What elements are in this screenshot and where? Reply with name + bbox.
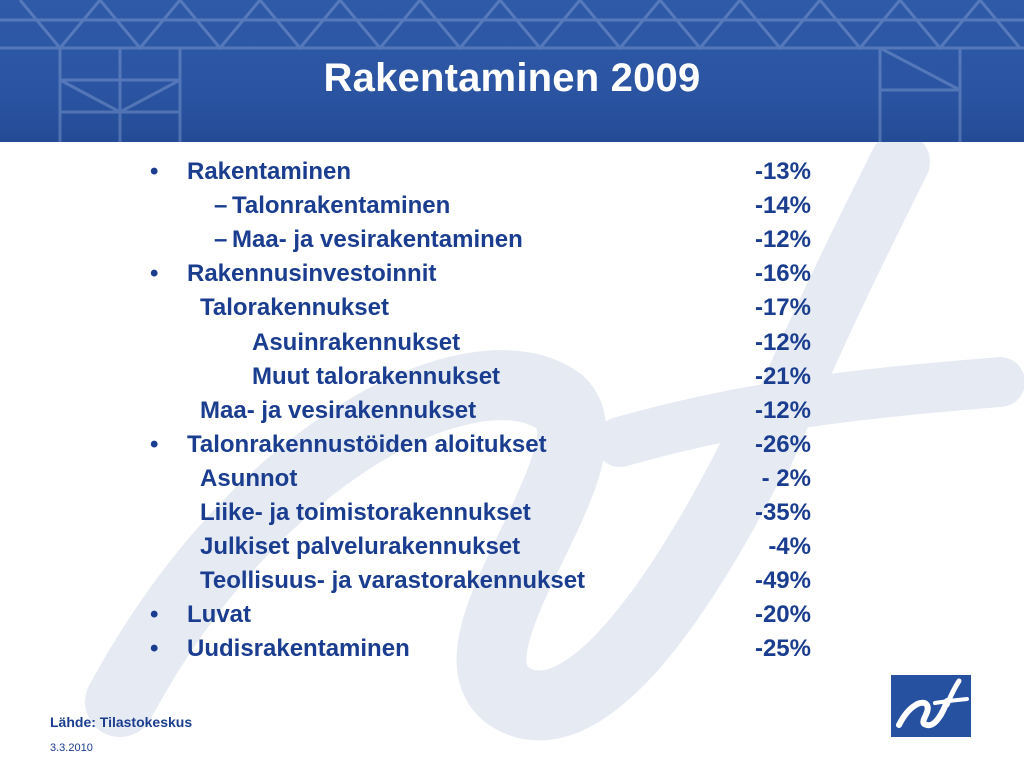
item-label: Uudisrakentaminen: [187, 635, 410, 663]
list-item: [0, 394, 1024, 428]
item-value: -26%: [754, 430, 811, 458]
item-value: -12%: [754, 328, 811, 356]
list-item: [0, 189, 1024, 223]
dash-icon: –: [214, 226, 228, 254]
list-item: [0, 360, 1024, 394]
item-label: Teollisuus- ja varastorakennukset: [200, 567, 586, 595]
list-item: [0, 291, 1024, 325]
item-value: -16%: [754, 260, 811, 288]
slide-date: 3.3.2010: [50, 742, 93, 754]
item-label: Talonrakennustöiden aloitukset: [187, 430, 547, 458]
item-value: -12%: [754, 396, 811, 424]
list-item: [0, 598, 1024, 632]
bullet-icon: •: [150, 260, 159, 288]
item-label: Talorakennukset: [200, 294, 389, 322]
bullet-icon: •: [150, 158, 159, 185]
item-label: Luvat: [187, 601, 252, 629]
item-label: Asunnot: [200, 464, 298, 492]
item-value: -13%: [754, 158, 811, 185]
item-label: Maa- ja vesirakentaminen: [232, 226, 523, 254]
source-note: Lähde: Tilastokeskus: [50, 714, 193, 730]
bullet-icon: •: [150, 635, 159, 663]
list-item: [0, 632, 1024, 666]
item-value: -20%: [754, 601, 811, 629]
item-value: -12%: [754, 226, 811, 254]
bullet-icon: •: [150, 601, 159, 629]
list-item: [0, 223, 1024, 257]
item-value: -17%: [754, 294, 811, 322]
list-item: [0, 428, 1024, 462]
item-label: Rakennusinvestoinnit: [187, 260, 437, 288]
dash-icon: –: [214, 192, 228, 220]
item-label: Maa- ja vesirakennukset: [200, 396, 477, 424]
item-label: Muut talorakennukset: [252, 362, 501, 390]
list-item: [0, 462, 1024, 496]
item-value: -4%: [768, 533, 811, 561]
bullet-icon: •: [150, 430, 159, 458]
list-item: [0, 257, 1024, 291]
item-label: Rakentaminen: [187, 158, 352, 185]
item-value: -25%: [754, 635, 811, 663]
item-label: Julkiset palvelurakennukset: [200, 533, 521, 561]
rt-logo-icon: [891, 675, 971, 737]
list-item: [0, 496, 1024, 530]
title-banner: [0, 0, 1024, 142]
item-value: -35%: [754, 499, 811, 526]
item-label: Liike- ja toimistorakennukset: [200, 499, 531, 526]
item-value: -21%: [754, 362, 811, 390]
item-label: Asuinrakennukset: [252, 328, 461, 356]
item-value: -49%: [754, 567, 811, 595]
item-label: Talonrakentaminen: [232, 192, 451, 220]
list-item: [0, 564, 1024, 598]
list-item: [0, 155, 1024, 189]
page-title: Rakentaminen 2009: [323, 56, 701, 100]
item-value: -14%: [754, 192, 811, 220]
list-item: [0, 530, 1024, 564]
item-value: - 2%: [761, 464, 811, 492]
list-item: [0, 326, 1024, 360]
